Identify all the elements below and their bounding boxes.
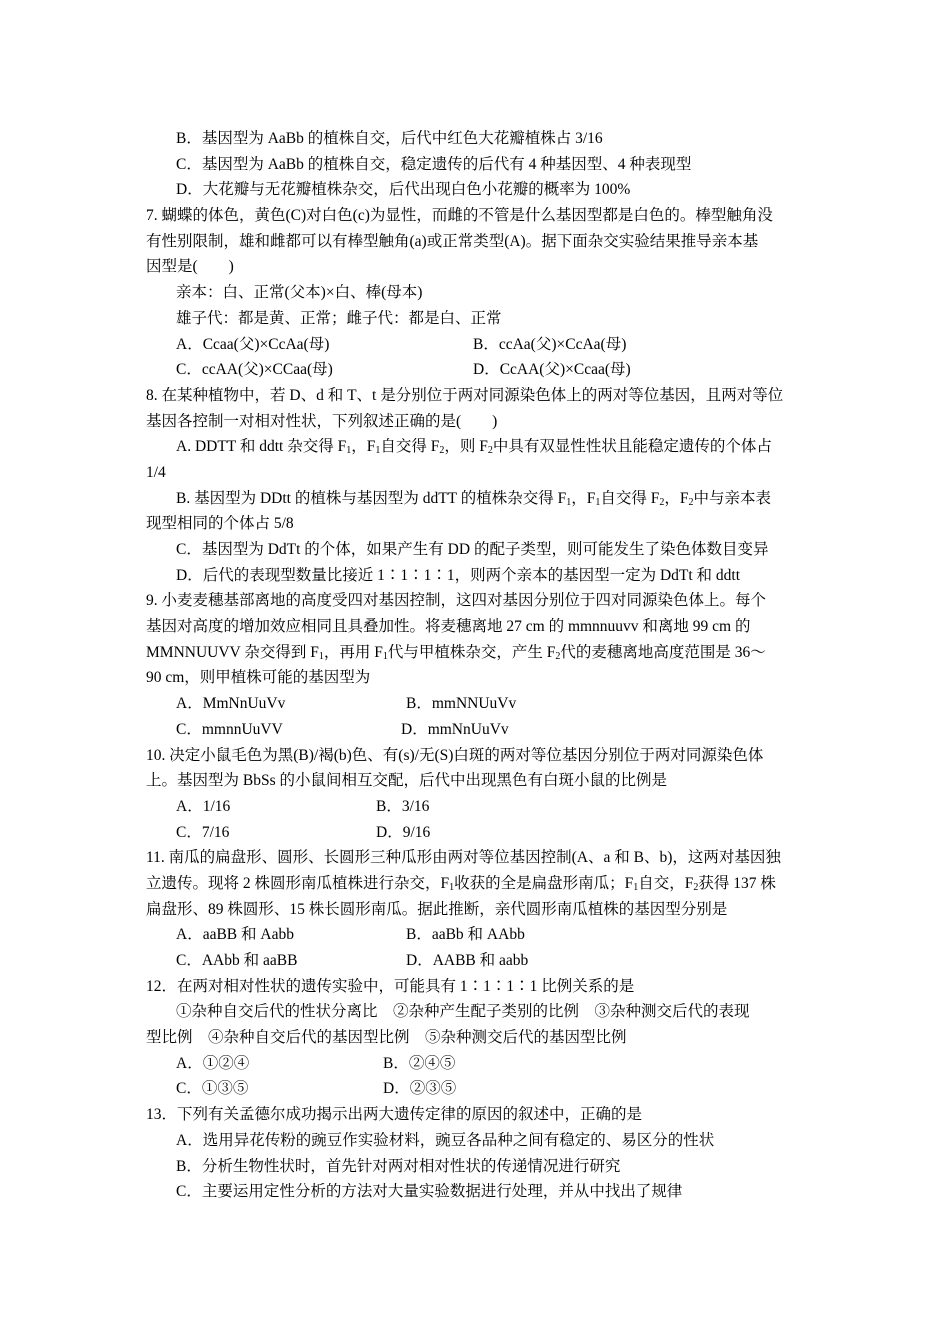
q11-stem-line1: 11. 南瓜的扁盘形、圆形、长圆形三种瓜形由两对等位基因控制(A、a 和 B、b)，这两对基因独 <box>146 849 781 867</box>
q7-stem-line2: 有性别限制，雄和雌都可以有棒型触角(a)或正常类型(A)。据下面杂交实验结果推导亲本基 <box>146 232 759 250</box>
q9-stem-line3: MMNNUUVV 杂交得到 $F_1$，再用 $F_1$代与甲植株杂交，产生 $F_2$代的麦穗离地高度范围是 36～ <box>146 643 766 662</box>
q11-options-row2 <box>146 948 810 974</box>
q8-option-b-line2: 现型相同的个体占 5/8 <box>146 515 294 533</box>
q11-option-d: D．AABB 和 aabb <box>406 952 529 969</box>
q13-stem: 13．下列有关孟德尔成功揭示出两大遗传定律的原因的叙述中，正确的是 <box>146 1106 643 1124</box>
q7-option-d: D．CcAA(父)×Ccaa(母) <box>473 361 631 379</box>
q7-options-row1 <box>146 332 810 358</box>
q11-stem-line3: 扁盘形、89 株圆形、15 株长圆形南瓜。据此推断，亲代圆形南瓜植株的基因型分别是 <box>146 900 728 918</box>
q13-option-c: C．主要运用定性分析的方法对大量实验数据进行处理，并从中找出了规律 <box>176 1183 683 1201</box>
q9-options-row1 <box>146 691 810 717</box>
q12-options-row2 <box>146 1076 810 1102</box>
q10-option-d: D．9/16 <box>376 823 431 841</box>
q9-stem-line1: 9. 小麦麦穗基部离地的高度受四对基因控制，这四对基因分别位于四对同源染色体上。每个 <box>146 592 767 610</box>
q12-options-row1 <box>146 1051 810 1077</box>
q11-option-c: C．AAbb 和 aaBB <box>176 952 298 969</box>
q12-stem-line1: 12．在两对相对性状的遗传实验中，可能具有 1∶1∶1∶1 比例关系的是 <box>146 977 635 995</box>
q9-option-a: A．MmNnUuVv <box>176 695 286 713</box>
q8-option-a-line1: A. DDTT 和 ddtt 杂交得 $F_1$，$F_1$自交得 $F_2$，则 $F_2$中具有双显性性状且能稳定遗传的个体占 <box>176 438 772 457</box>
q9-stem-line2: 基因对高度的增加效应相同且具叠加性。将麦穗离地 27 cm 的 mmnnuuvv 和离地 99 cm 的 <box>146 618 751 636</box>
q10-option-a: A．1/16 <box>176 797 231 815</box>
q10-stem-line2: 上。基因型为 BbSs 的小鼠间相互交配，后代中出现黑色有白斑小鼠的比例是 <box>146 772 667 790</box>
q11-options-row1 <box>146 922 810 948</box>
q7-stem-line1: 7. 蝴蝶的体色，黄色(C)对白色(c)为显性，而雌的不管是什么基因型都是白色的。棒型触角没 <box>146 207 773 225</box>
q8-option-c: C．基因型为 DdTt 的个体，如果产生有 DD 的配子类型，则可能发生了染色体数目变异 <box>176 541 769 558</box>
q12-items-line2: 型比例 ④杂种自交后代的基因型比例 ⑤杂种测交后代的基因型比例 <box>146 1029 627 1047</box>
q7-option-b: B．ccAa(父)×CcAa(母) <box>473 335 627 353</box>
q12-option-c: C．①③⑤ <box>176 1080 249 1098</box>
q13-option-b: B．分析生物性状时，首先针对两对相对性状的传递情况进行研究 <box>176 1157 621 1175</box>
q10-option-b: B．3/16 <box>376 797 430 815</box>
q12-option-d: D．②③⑤ <box>383 1080 457 1098</box>
q11-option-b: B．aaBb 和 AAbb <box>406 926 525 944</box>
q8-stem-line2: 基因各控制一对相对性状，下列叙述正确的是( ) <box>146 412 498 430</box>
q6-option-c: C．基因型为 AaBb 的植株自交，稳定遗传的后代有 4 种基因型、4 种表现型 <box>176 155 692 173</box>
q12-option-b: B．②④⑤ <box>383 1054 456 1072</box>
document-page <box>146 126 810 1205</box>
q10-options-row1 <box>146 794 810 820</box>
q7-stem-line3: 因型是( ) <box>146 258 234 276</box>
q11-option-a: A．aaBB 和 Aabb <box>176 926 294 944</box>
q10-stem-line1: 10. 决定小鼠毛色为黑(B)/褐(b)色、有(s)/无(S)白斑的两对等位基因分别位于两对同源染色体 <box>146 746 764 764</box>
q11-stem-line2: 立遗传。现将 2 株圆形南瓜植株进行杂交，$F_1$收获的全是扁盘形南瓜；$F_1$自交，$F_2$获得 137 株 <box>146 874 776 893</box>
q13-option-a: A．选用异花传粉的豌豆作实验材料，豌豆各品种之间有稳定的、易区分的性状 <box>176 1131 715 1149</box>
q8-option-a-line2: 1/4 <box>146 463 166 481</box>
q10-option-c: C．7/16 <box>176 823 230 841</box>
q10-options-row2 <box>146 820 810 846</box>
q9-stem-line4: 90 cm，则甲植株可能的基因型为 <box>146 669 371 687</box>
q7-option-c: C．ccAA(父)×CCaa(母) <box>176 361 333 379</box>
q8-option-d: D．后代的表现型数量比接近 1∶1∶1∶1，则两个亲本的基因型一定为 DdTt 和 ddtt <box>176 566 741 584</box>
q12-option-a: A．①②④ <box>176 1054 250 1072</box>
q6-option-d: D．大花瓣与无花瓣植株杂交，后代出现白色小花瓣的概率为 100% <box>176 181 631 199</box>
q8-stem-line1: 8. 在某种植物中，若 D、d 和 T、t 是分别位于两对同源染色体上的两对等位基因，且两对等位 <box>146 386 784 404</box>
q6-option-b: B．基因型为 AaBb 的植株自交，后代中红色大花瓣植株占 3/16 <box>176 130 603 147</box>
q7-parents: 亲本：白、正常(父本)×白、棒(母本) <box>176 284 423 302</box>
q12-items-line1: ①杂种自交后代的性状分离比 ②杂种产生配子类别的比例 ③杂种测交后代的表现 <box>176 1003 750 1021</box>
q7-offspring: 雄子代：都是黄、正常；雌子代：都是白、正常 <box>176 309 502 327</box>
q9-option-c: C．mmnnUuVV <box>176 720 283 738</box>
q7-options-row2 <box>146 357 810 383</box>
q9-option-d: D．mmNnUuVv <box>401 720 509 738</box>
q7-option-a: A．Ccaa(父)×CcAa(母) <box>176 335 330 353</box>
q8-option-b-line1: B. 基因型为 DDtt 的植株与基因型为 ddTT 的植株杂交得 $F_1$，$F_1$自交得 $F_2$，$F_2$中与亲本表 <box>176 489 772 508</box>
q9-option-b: B．mmNNUuVv <box>406 695 517 713</box>
q9-options-row2 <box>146 717 810 743</box>
